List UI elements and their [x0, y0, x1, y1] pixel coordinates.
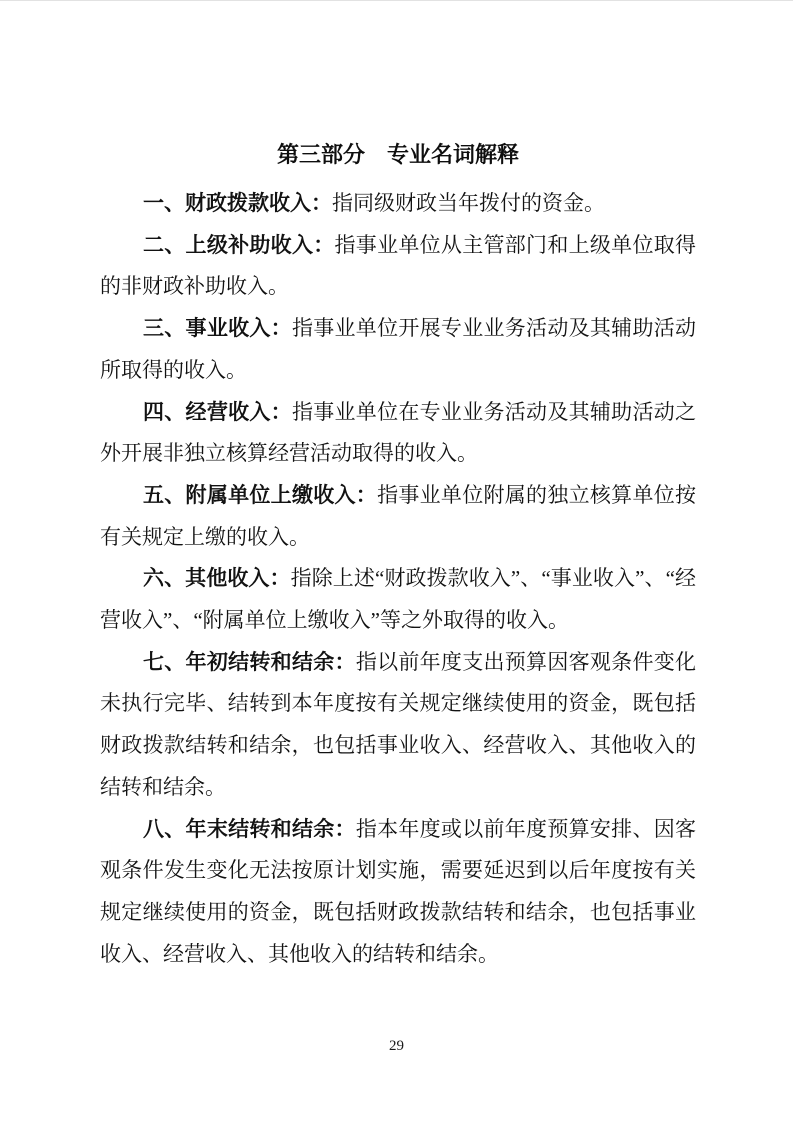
term-definition: 指本年度或以前年度预算安排、因客观条件发生变化无法按原计划实施，需要延迟到以后年度按有关规定继续使用的资金，既包括财政拨款结转和结余，也包括事业收入、经营收入、其他收入的结转和结余。 [100, 816, 697, 966]
term-definition: 指除上述“财政拨款收入”、“事业收入”、“经营收入”、“附属单位上缴收入”等之外取得的收入。 [100, 566, 697, 633]
definition-paragraph [100, 183, 696, 225]
page-number: 29 [389, 1038, 404, 1054]
term-definition: 指事业单位在专业业务活动及其辅助活动之外开展非独立核算经营活动取得的收入。 [100, 399, 697, 466]
term-definition: 指事业单位从主管部门和上级单位取得的非财政补助收入。 [100, 232, 697, 299]
term-label: 八、年末结转和结余： [143, 816, 356, 841]
definition-paragraph [100, 558, 696, 641]
term-label: 七、年初结转和结余： [143, 649, 356, 674]
term-label: 六、其他收入： [143, 566, 291, 591]
definition-paragraph [100, 225, 696, 308]
term-definition: 指事业单位开展专业业务活动及其辅助活动所取得的收入。 [100, 316, 697, 382]
term-label: 四、经营收入： [143, 399, 292, 424]
term-label: 一、财政拨款收入： [143, 191, 332, 215]
definition-paragraph [100, 809, 696, 976]
page-title: 第三部分 专业名词解释 [276, 142, 519, 167]
term-definition: 指以前年度支出预算因客观条件变化未执行完毕、结转到本年度按有关规定继续使用的资金，既包括财政拨款结转和结余，也包括事业收入、经营收入、其他收入的结转和结余。 [100, 649, 697, 799]
term-definition: 指事业单位附属的独立核算单位按有关规定上缴的收入。 [100, 482, 697, 549]
term-label: 二、上级补助收入： [143, 232, 335, 257]
term-label: 五、附属单位上缴收入： [143, 482, 378, 507]
definition-paragraph [100, 475, 696, 558]
document-content [100, 139, 696, 975]
term-definition: 指同级财政当年拨付的资金。 [332, 191, 605, 215]
definition-paragraph [100, 308, 696, 391]
definition-paragraph [100, 392, 696, 475]
term-label: 三、事业收入： [143, 316, 292, 341]
definition-paragraph [100, 642, 696, 809]
